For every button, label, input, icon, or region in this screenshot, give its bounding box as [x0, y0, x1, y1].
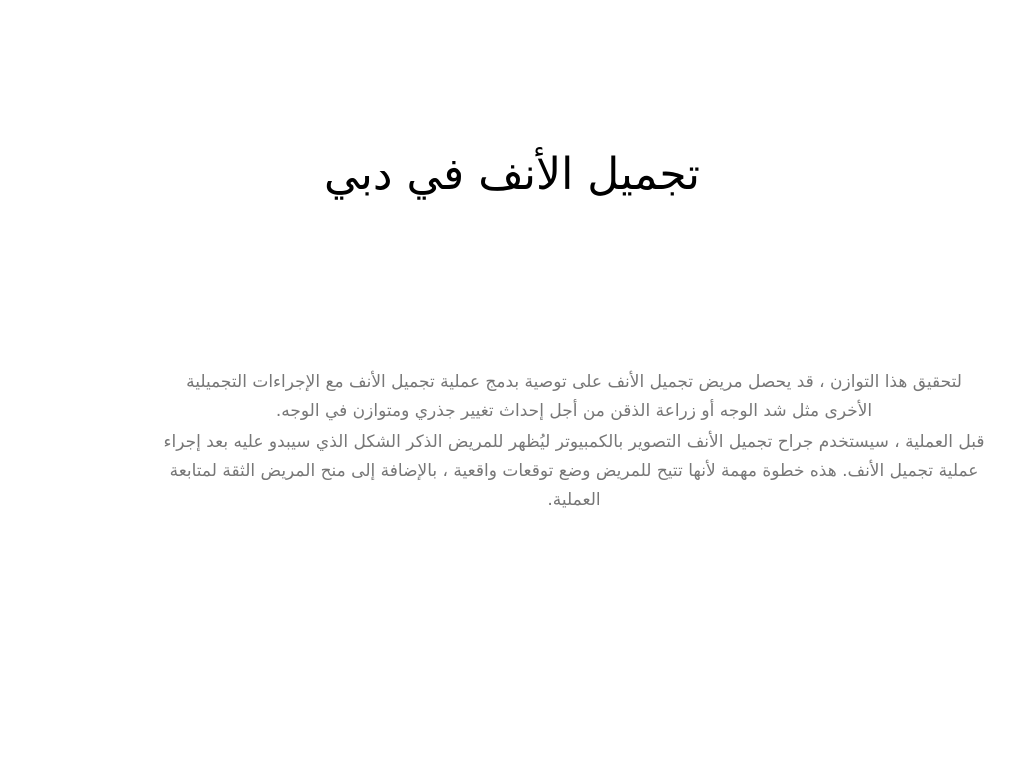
- body-paragraph: لتحقيق هذا التوازن ، قد يحصل مريض تجميل الأنف على توصية بدمج عملية تجميل الأنف مع الإجراءات التجميلية الأخرى مثل شد الوجه أو زراعة الذقن من أجل إحداث تغيير جذري ومتوازن في الوجه.: [186, 372, 962, 421]
- slide-title: تجميل الأنف في دبي: [324, 149, 700, 200]
- slide-body: [160, 368, 988, 517]
- body-paragraph: قبل العملية ، سيستخدم جراح تجميل الأنف التصوير بالكمبيوتر ليُظهر للمريض الذكر الشكل الذي سيبدو عليه بعد إجراء عملية تجميل الأنف. هذه خطوة مهمة لأنها تتيح للمريض وضع توقعات واقعية ، بالإضافة إلى منح المريض الثقة لمتابعة العملية.: [163, 432, 985, 510]
